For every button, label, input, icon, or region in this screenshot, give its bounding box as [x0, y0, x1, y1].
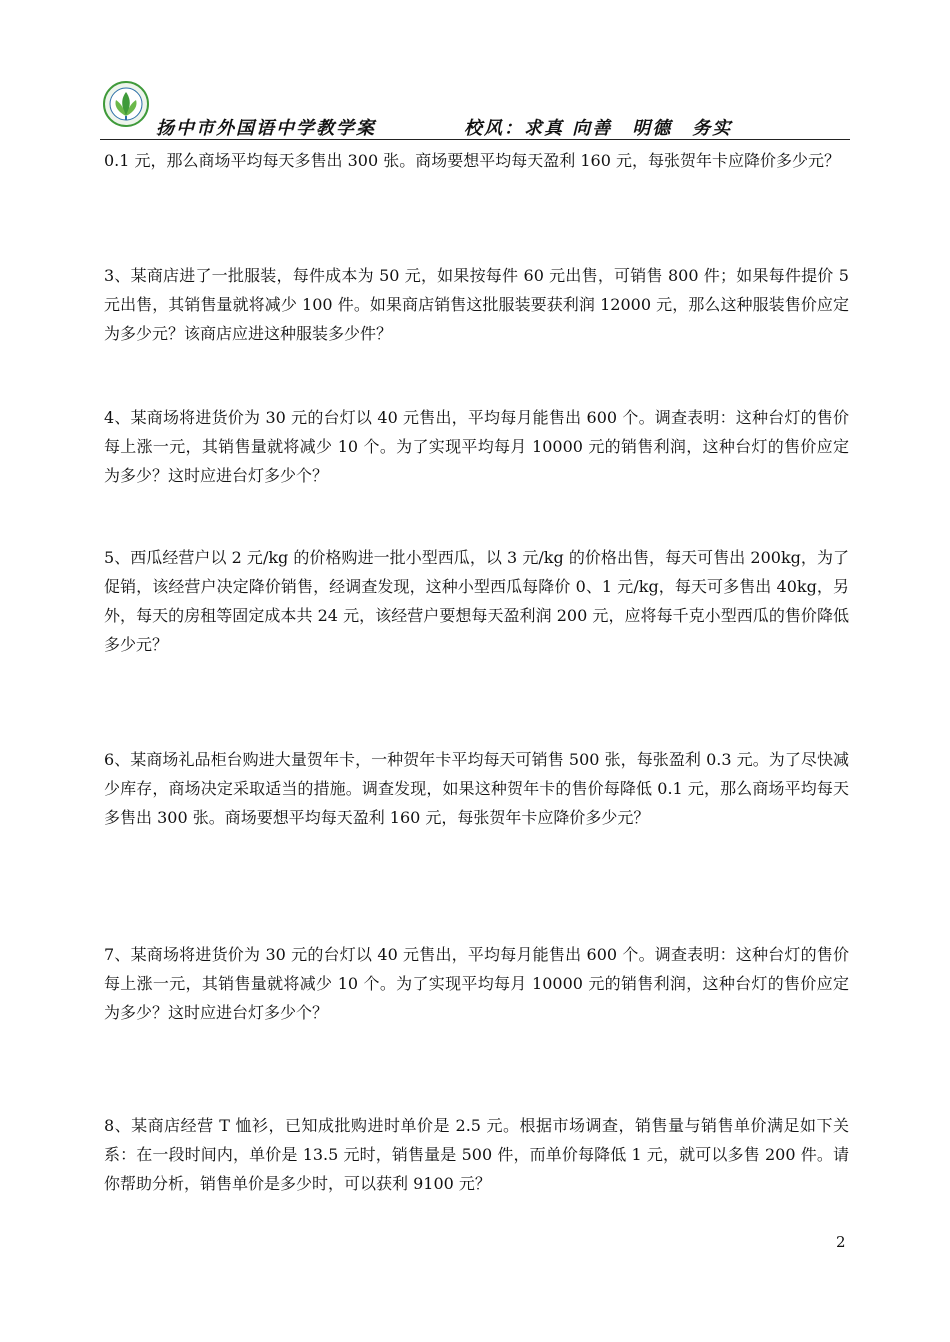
problem-7: 7、某商场将进货价为 30 元的台灯以 40 元售出，平均每月能售出 600 个。调查表明：这种台灯的售价每上涨一元，其销售量就将减少 10 个。为了实现平均每月 10000 元的销售利润，这种台灯的售价应定为多少？这时应进台灯多少个？ [104, 945, 849, 1022]
problem-6: 6、某商场礼品柜台购进大量贺年卡，一种贺年卡平均每天可销售 500 张，每张盈利 0.3 元。为了尽快减少库存，商场决定采取适当的措施。调查发现，如果这种贺年卡的售价每降低 0.1 元，那么商场平均每天多售出 300 张。商场要想平均每天盈利 160 元，每张贺年卡应降价多少元？ [104, 750, 849, 827]
page-number: 2 [836, 1233, 846, 1251]
problem-3: 3、某商店进了一批服装，每件成本为 50 元，如果按每件 60 元出售，可销售 800 件；如果每件提价 5 元出售，其销售量就将减少 100 件。如果商店销售这批服装要获利润 12000 元，那么这种服装售价应定为多少元？该商店应进这种服装多少件？ [104, 266, 849, 343]
school-motto: 校风：求真 向善 明德 务实 [464, 118, 733, 139]
page-header [100, 78, 850, 140]
problem-4: 4、某商场将进货价为 30 元的台灯以 40 元售出，平均每月能售出 600 个。调查表明：这种台灯的售价每上涨一元，其销售量就将减少 10 个。为了实现平均每月 10000 元的销售利润，这种台灯的售价应定为多少？这时应进台灯多少个？ [104, 408, 849, 485]
problem-8: 8、某商店经营 T 恤衫，已知成批购进时单价是 2.5 元。根据市场调查，销售量与销售单价满足如下关系：在一段时间内，单价是 13.5 元时，销售量是 500 件，而单价每降低 1 元，就可以多售 200 件。请你帮助分析，销售单价是多少时，可以获利 9100 元？ [104, 1116, 849, 1193]
problem-continuation: 0.1 元，那么商场平均每天多售出 300 张。商场要想平均每天盈利 160 元，每张贺年卡应降价多少元？ [104, 151, 840, 170]
problem-5: 5、西瓜经营户以 2 元/kg 的价格购进一批小型西瓜，以 3 元/kg 的价格出售，每天可售出 200kg，为了促销，该经营户决定降价销售，经调查发现，这种小型西瓜每降价 0、1 元/kg，每天可多售出 40kg，另外，每天的房租等固定成本共 24 元，该经营户要想每天盈利润 200 元，应将每千克小型西瓜的售价降低多少元？ [104, 548, 849, 654]
header-divider [100, 139, 850, 140]
school-name: 扬中市外国语中学教学案 [156, 118, 376, 139]
school-logo-icon [102, 80, 150, 128]
